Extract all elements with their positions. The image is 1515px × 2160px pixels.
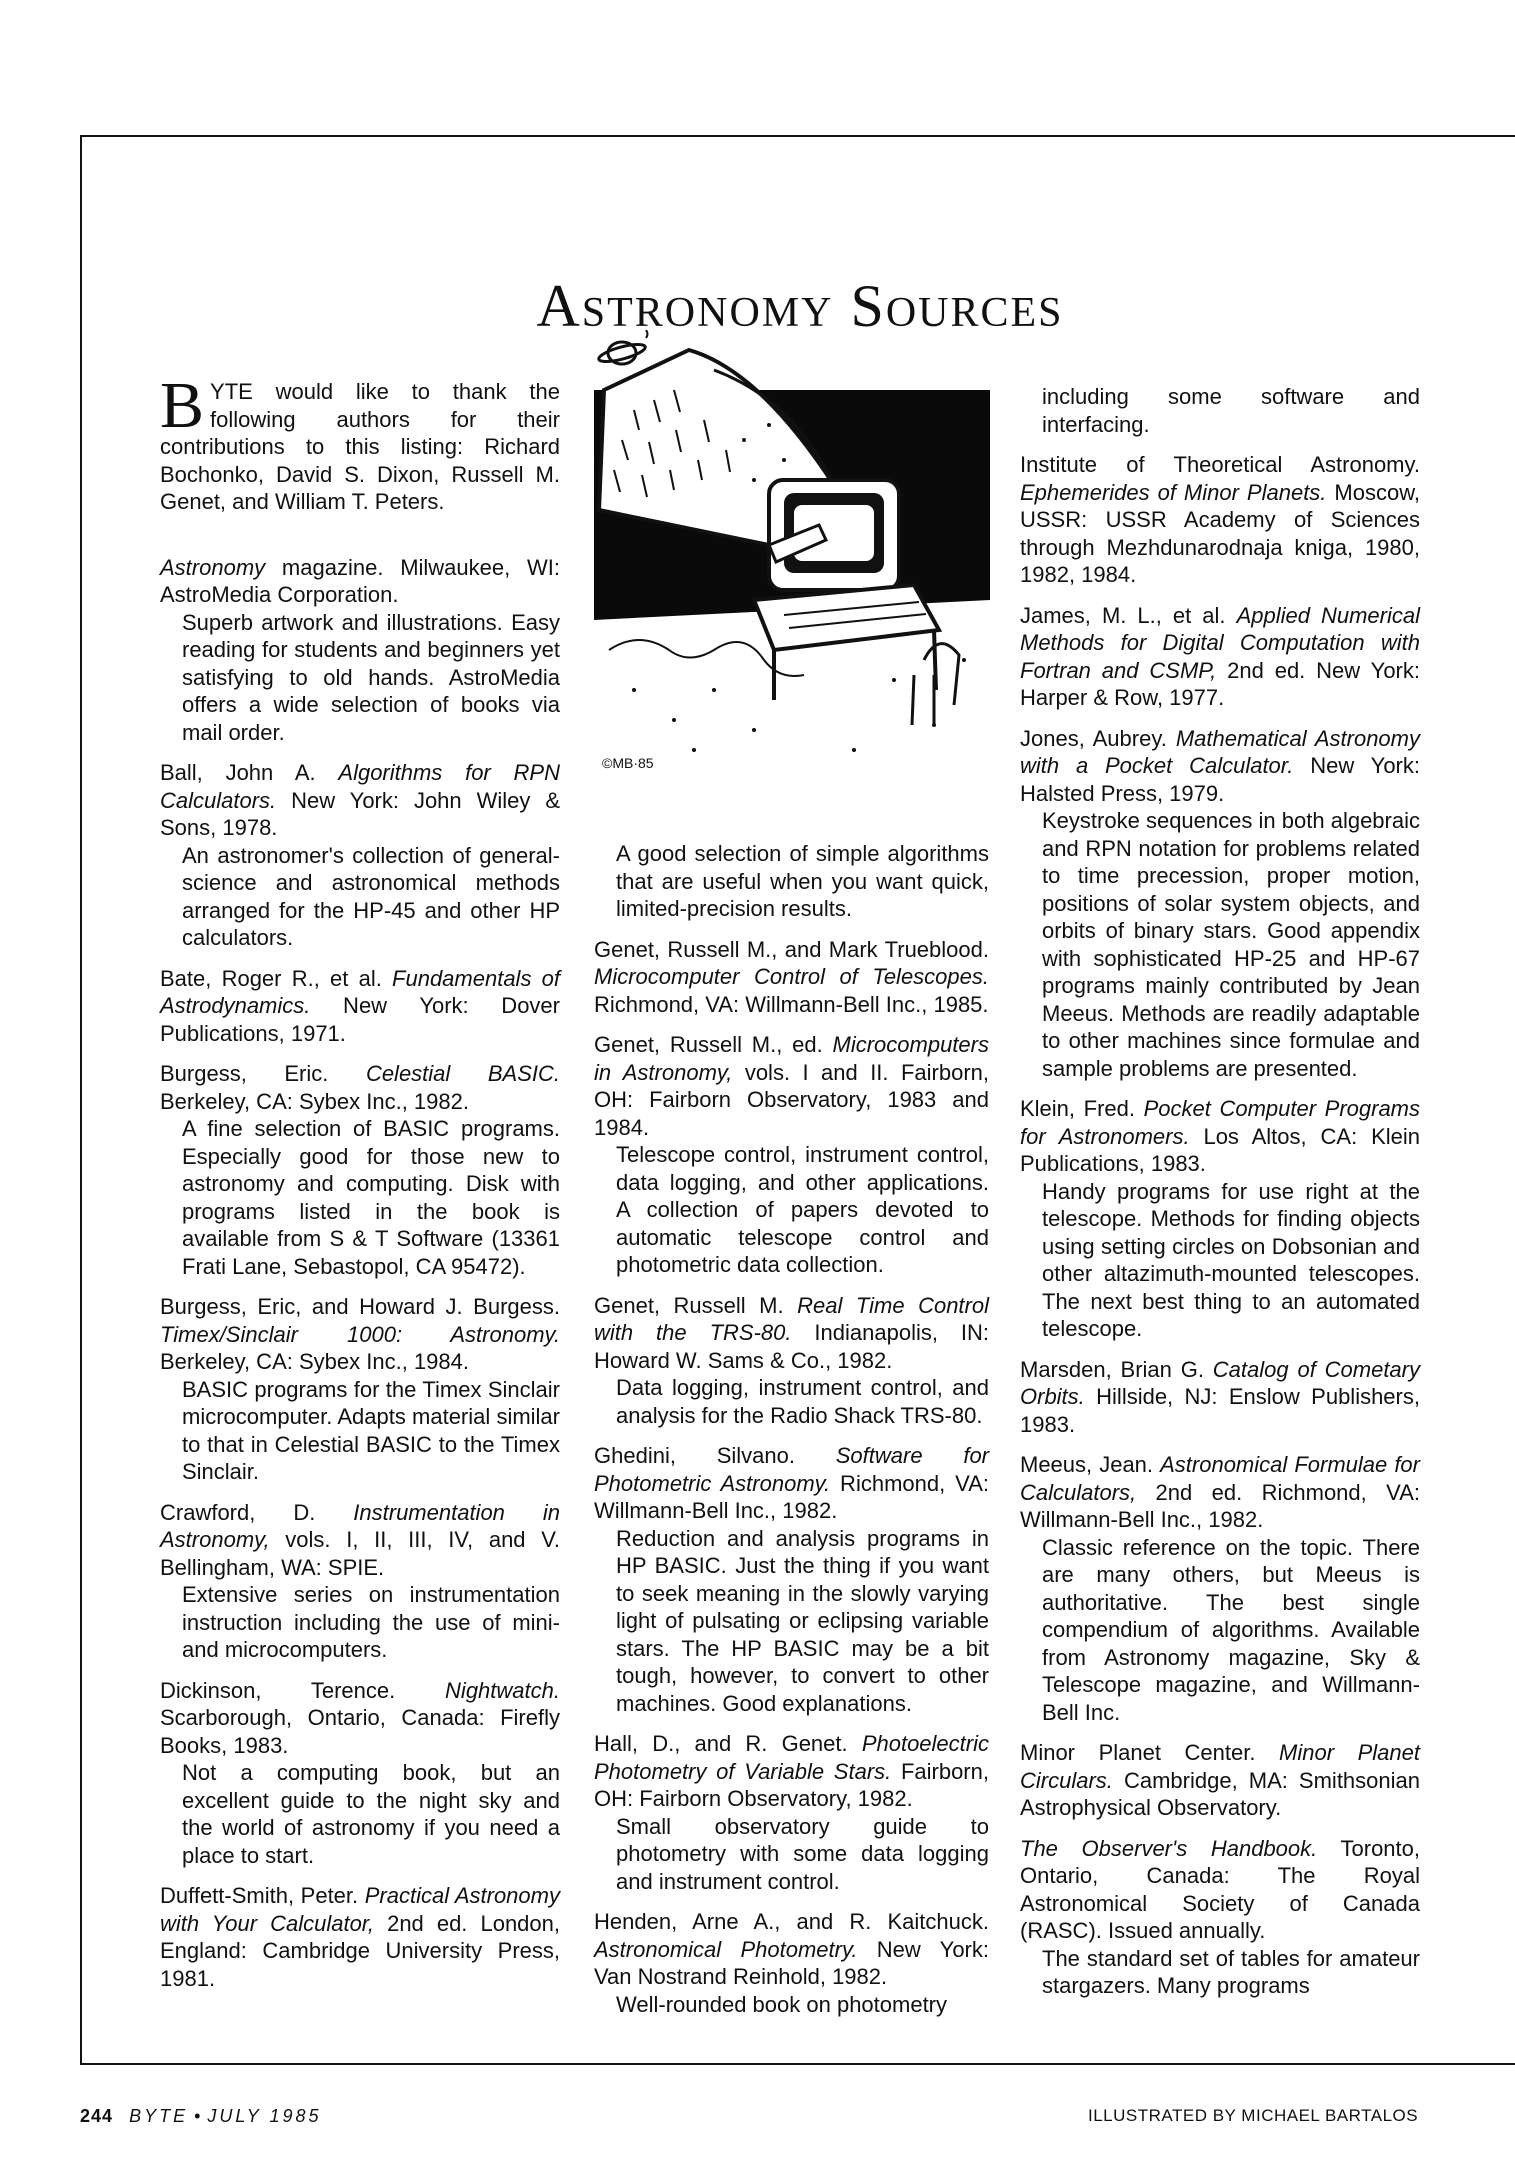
bibliography-entry	[1020, 1356, 1420, 1439]
entry-citation	[160, 1293, 560, 1376]
entry-publisher: vols. I, II, III, IV, and V. Bellingham, WA: SPIE.	[160, 1527, 560, 1580]
entry-title: Astronomical Formulae for Calculators,	[1020, 1452, 1420, 1505]
entry-author: Minor Planet Center.	[1020, 1740, 1280, 1765]
drop-cap: B	[160, 369, 205, 442]
entry-annotation: Classic reference on the topic. There are many others, but Meeus is authoritative. The best single compendium of algorithms. Available from Astronomy magazine, Sky & Telescope magazine, and Willmann-Bell Inc.	[1042, 1534, 1420, 1725]
entry-citation	[1020, 602, 1420, 712]
entry-author: Duffett-Smith, Peter.	[160, 1883, 365, 1908]
entry-citation	[1020, 1095, 1420, 1178]
entry-publisher: Berkeley, CA: Sybex Inc., 1984.	[160, 1349, 469, 1374]
entry-citation	[160, 554, 560, 609]
illustration-credit: ILLUSTRATED BY MICHAEL BARTALOS	[1088, 2106, 1419, 2125]
intro-paragraph	[160, 369, 560, 516]
entry-citation	[160, 1882, 560, 1992]
column-1	[160, 369, 560, 2005]
page-footer-left	[80, 2106, 322, 2127]
bibliography-entry	[160, 1293, 560, 1486]
entry-title: Celestial BASIC.	[365, 1061, 560, 1086]
entry-annotation: Keystroke sequences in both algebraic and RPN notation for problems related to time precession, proper motion, positions of solar system objects, and orbits of binary stars. Good appendix with sophisticated HP-25 and HP-67 programs mainly contributed by Jean Meeus. Methods are readily adaptable to other machines since formulae and sample problems are presented.	[1042, 808, 1420, 1081]
intro-text: YTE would like to thank the following authors for their contributions to this listing: Richard Bochonko, David S. Dixon, Russell M. Genet, and William T. Peters.	[160, 379, 560, 514]
entry-annotation: The standard set of tables for amateur stargazers. Many programs	[1042, 1945, 1420, 1998]
entry-title: The Observer's Handbook.	[1020, 1835, 1318, 1861]
entry-title: Minor Planet Circulars.	[1020, 1740, 1420, 1793]
entry-citation	[594, 936, 989, 1019]
entry-citation	[594, 1730, 989, 1813]
entry-title: Astronomical Photometry.	[594, 1936, 858, 1962]
bottom-rule	[80, 2063, 1515, 2065]
entry-publisher: New York: John Wiley & Sons, 1978.	[160, 787, 560, 840]
entry-title: Microcomputers in Astronomy,	[594, 1032, 989, 1085]
entry-author: Genet, Russell M., and Mark Trueblood.	[594, 936, 989, 962]
entry-citation	[160, 965, 560, 1048]
entry-title: Real Time Control with the TRS-80.	[594, 1292, 989, 1345]
entry-title: Practical Astronomy with Your Calculator,	[160, 1883, 560, 1936]
bibliography-entry	[1020, 451, 1420, 589]
entry-citation	[1020, 1739, 1420, 1822]
bibliography-entry	[594, 840, 989, 923]
entry-citation	[1020, 451, 1420, 589]
page-number: 244	[80, 2106, 114, 2126]
entry-publisher: Hillside, NJ: Enslow Publishers, 1983.	[1020, 1384, 1420, 1437]
bibliography-entry	[1020, 1739, 1420, 1822]
footer-separator: •	[194, 2106, 202, 2126]
entry-author: Meeus, Jean.	[1020, 1452, 1161, 1477]
entry-author: Genet, Russell M.	[594, 1292, 798, 1318]
page-title: Astronomy Sources	[536, 273, 1064, 340]
bibliography-entry	[160, 759, 560, 952]
bibliography-entry	[594, 1908, 989, 2018]
entry-author: Henden, Arne A., and R. Kaitchuck.	[594, 1909, 989, 1934]
entry-publisher: 2nd ed. New York: Harper & Row, 1977.	[1020, 657, 1420, 710]
entry-author: Jones, Aubrey.	[1020, 725, 1176, 751]
entry-annotation: Handy programs for use right at the telescope. Methods for finding objects using setting circles on Dobsonian and other altazimuth-mounted telescopes. The next best thing to an automated telescope.	[1042, 1178, 1420, 1341]
entry-author: Marsden, Brian G.	[1020, 1356, 1213, 1382]
bibliography-entry	[1020, 1835, 1420, 2000]
column-2-entries	[594, 840, 989, 2018]
column-3	[1020, 383, 1420, 2013]
entry-author: Burgess, Eric.	[160, 1061, 366, 1086]
entry-publisher: Richmond, VA: Willmann-Bell Inc., 1985.	[594, 991, 989, 1017]
column-3-entries	[1020, 383, 1420, 2000]
top-rule	[80, 135, 1515, 137]
bibliography-entry	[1020, 1095, 1420, 1343]
entry-publisher: magazine. Milwaukee, WI: AstroMedia Corporation.	[160, 554, 560, 607]
entry-title: Instrumentation in Astronomy,	[160, 1499, 560, 1552]
entry-title: Photoelectric Photometry of Variable Stars.	[594, 1731, 989, 1784]
entry-citation	[160, 1677, 560, 1760]
entry-author: Klein, Fred.	[1020, 1096, 1144, 1121]
entry-title: Pocket Computer Programs for Astronomers.	[1020, 1096, 1421, 1149]
entry-title: Timex/Sinclair 1000: Astronomy.	[160, 1321, 560, 1347]
entry-title: Fundamentals of Astrodynamics.	[160, 965, 560, 1018]
entry-title: Catalog of Cometary Orbits.	[1020, 1356, 1420, 1409]
bibliography-entry	[160, 1499, 560, 1664]
bibliography-entry	[1020, 383, 1420, 438]
bibliography-entry	[594, 1292, 989, 1430]
bibliography-entry	[160, 965, 560, 1048]
entry-publisher: 2nd ed. Richmond, VA: Willmann-Bell Inc., 1982.	[1020, 1479, 1420, 1532]
entry-citation	[1020, 1835, 1420, 1945]
planet-doodle-icon	[594, 330, 648, 368]
entry-author: James, M. L., et al.	[1020, 602, 1237, 628]
entry-publisher: 2nd ed. London, England: Cambridge University Press, 1981.	[160, 1910, 560, 1991]
bibliography-entry	[1020, 1451, 1420, 1726]
entry-author: Hall, D., and R. Genet.	[594, 1731, 862, 1756]
entry-author: Dickinson, Terence.	[160, 1677, 446, 1703]
bibliography-entry	[160, 1882, 560, 1992]
entry-publisher: Scarborough, Ontario, Canada: Firefly Books, 1983.	[160, 1705, 560, 1758]
bibliography-entry	[594, 936, 989, 1019]
issue-date: JULY 1985	[207, 2106, 322, 2126]
entry-annotation: An astronomer's collection of general-science and astronomical methods arranged for the HP-45 and other HP calculators.	[182, 842, 560, 950]
entry-citation	[1020, 1356, 1420, 1439]
entry-publisher: Berkeley, CA: Sybex Inc., 1982.	[160, 1088, 469, 1114]
entry-citation	[1020, 725, 1420, 808]
entry-author: Crawford, D.	[160, 1499, 354, 1525]
entry-annotation: Extensive series on instrumentation instruction including the use of mini- and microcomputers.	[182, 1582, 560, 1662]
entry-citation	[594, 1442, 989, 1525]
entry-citation	[594, 1031, 989, 1141]
entry-annotation: Data logging, instrument control, and analysis for the Radio Shack TRS-80.	[616, 1375, 989, 1428]
bibliography-entry	[1020, 602, 1420, 712]
entry-annotation: Reduction and analysis programs in HP BASIC. Just the thing if you want to seek meaning in the slowly varying light of pulsating or eclipsing variable stars. The HP BASIC may be a bit tough, however, to convert to other machines. Good explanations.	[616, 1525, 989, 1716]
magazine-name: BYTE	[129, 2106, 189, 2126]
bibliography-entry	[1020, 725, 1420, 1083]
entry-title: Nightwatch.	[445, 1677, 560, 1703]
entry-annotation: Well-rounded book on photometry	[616, 1991, 948, 2017]
entry-annotation: Small observatory guide to photometry with some data logging and instrument control.	[616, 1813, 989, 1894]
bibliography-entry	[160, 1677, 560, 1870]
column-2	[594, 840, 989, 2031]
entry-annotation: BASIC programs for the Timex Sinclair microcomputer. Adapts material similar to that in Celestial BASIC to the Timex Sinclair.	[182, 1376, 560, 1484]
entry-annotation: Superb artwork and illustrations. Easy reading for students and beginners yet satisfying to old hands. AstroMedia offers a wide selection of books via mail order.	[182, 609, 560, 745]
entry-publisher: Cambridge, MA: Smithsonian Astrophysical Observatory.	[1020, 1767, 1420, 1820]
entry-title: Software for Photometric Astronomy.	[594, 1443, 990, 1496]
entry-annotation: including some software and interfacing.	[1042, 384, 1420, 437]
entry-publisher: New York: Van Nostrand Reinhold, 1982.	[594, 1936, 989, 1989]
entry-title: Algorithms for RPN Calculators.	[160, 760, 560, 813]
bibliography-entry	[160, 554, 560, 747]
entry-publisher: Toronto, Ontario, Canada: The Royal Astronomical Society of Canada (RASC). Issued annually.	[1020, 1835, 1420, 1943]
bibliography-entry	[594, 1730, 989, 1895]
entry-citation	[594, 1908, 989, 1991]
entry-publisher: New York: Halsted Press, 1979.	[1020, 753, 1421, 806]
entry-annotation: A good selection of simple algorithms that are useful when you want quick, limited-precision results.	[616, 841, 989, 921]
bibliography-entry	[160, 1060, 560, 1280]
entry-title: Microcomputer Control of Telescopes.	[594, 964, 989, 989]
entry-citation	[160, 1499, 560, 1582]
entry-author: Genet, Russell M., ed.	[594, 1032, 833, 1057]
artist-signature: ©MB·85	[602, 755, 654, 771]
entry-citation	[1020, 1451, 1420, 1534]
entry-title: Mathematical Astronomy with a Pocket Calculator.	[1020, 725, 1420, 778]
bibliography-entry	[594, 1442, 989, 1717]
entry-annotation: Telescope control, instrument control, data logging, and other applications. A collection of papers devoted to automatic telescope control and photometric data collection.	[616, 1142, 989, 1277]
entry-title: Astronomy	[160, 554, 266, 580]
telescope-computer-illustration	[594, 330, 990, 780]
entry-citation	[594, 1292, 989, 1375]
entry-author: Bate, Roger R., et al.	[160, 965, 393, 991]
entry-publisher: Indianapolis, IN: Howard W. Sams & Co., 1982.	[594, 1320, 989, 1373]
entry-author: Institute of Theoretical Astronomy.	[1020, 452, 1420, 477]
entry-author: Ball, John A.	[160, 760, 339, 785]
column-1-entries	[160, 554, 560, 1993]
entry-publisher: Moscow, USSR: USSR Academy of Sciences through Mezhdunarodnaja kniga, 1980, 1982, 1984.	[1020, 479, 1420, 587]
entry-publisher: Richmond, VA: Willmann-Bell Inc., 1982.	[594, 1470, 989, 1523]
entry-title: Applied Numerical Methods for Digital Computation with Fortran and CSMP,	[1020, 602, 1421, 683]
entry-title: Ephemerides of Minor Planets.	[1020, 479, 1327, 505]
entry-publisher: New York: Dover Publications, 1971.	[160, 993, 560, 1046]
entry-publisher: Fairborn, OH: Fairborn Observatory, 1982.	[594, 1758, 989, 1811]
entry-annotation: A fine selection of BASIC programs. Especially good for those new to astronomy and computing. Disk with programs listed in the book is available from S & T Software (13361 Frati Lane, Sebastopol, CA 95472).	[182, 1116, 560, 1279]
entry-citation	[160, 1060, 560, 1115]
entry-author: Ghedini, Silvano.	[594, 1443, 836, 1468]
left-rule	[80, 135, 82, 2063]
entry-publisher: vols. I and II. Fairborn, OH: Fairborn Observatory, 1983 and 1984.	[594, 1059, 989, 1140]
entry-author: Burgess, Eric, and Howard J. Burgess.	[160, 1294, 560, 1319]
entry-publisher: Los Altos, CA: Klein Publications, 1983.	[1020, 1123, 1420, 1176]
entry-citation	[160, 759, 560, 842]
bibliography-entry	[594, 1031, 989, 1279]
entry-annotation: Not a computing book, but an excellent guide to the night sky and the world of astronomy if you need a place to start.	[182, 1760, 560, 1868]
